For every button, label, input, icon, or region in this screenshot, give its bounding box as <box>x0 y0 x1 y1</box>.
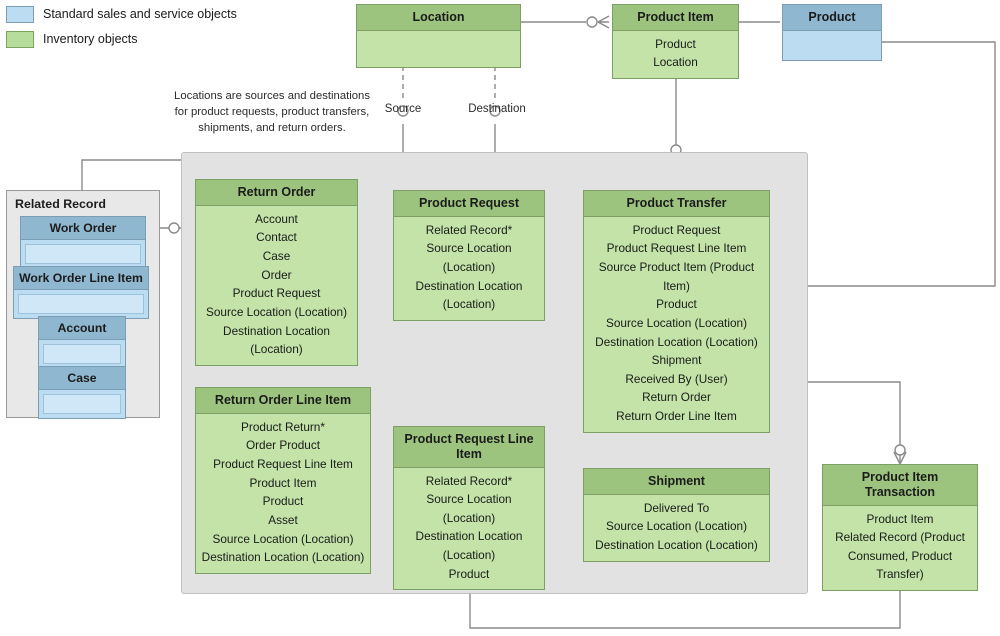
field: Product <box>655 36 696 51</box>
field: Product Return* <box>241 419 325 434</box>
field: Return Order Line Item <box>616 409 737 423</box>
entity-shipment-fields <box>584 495 769 561</box>
field: Related Record* <box>425 473 513 488</box>
entity-product-item-transaction-title: Product Item Transaction <box>823 465 977 506</box>
entity-return-order-title: Return Order <box>196 180 357 206</box>
entity-work-order-line-item-title: Work Order Line Item <box>14 267 148 290</box>
entity-work-order-title: Work Order <box>21 217 145 240</box>
field: Source Location (Location) <box>426 241 512 274</box>
field: Destination Location (Location) <box>201 550 365 565</box>
field: Destination Location (Location) <box>415 278 523 312</box>
entity-work-order[interactable] <box>20 216 146 269</box>
field: Product Request <box>232 286 321 301</box>
field: Return Order <box>642 390 711 405</box>
field: Related Record* <box>425 222 513 237</box>
field: Related Record (Product Consumed, Product Transfer) <box>835 530 965 582</box>
field: Destination Location (Location) <box>595 538 758 552</box>
field: Account <box>255 211 298 226</box>
entity-product-transfer[interactable] <box>583 190 770 433</box>
field: Product Request <box>632 222 721 237</box>
entity-product-request-line-item-title: Product Request Line Item <box>394 427 544 468</box>
entity-product-item[interactable] <box>612 4 739 79</box>
entity-product-request-line-item-fields <box>394 468 544 590</box>
field: Shipment <box>651 353 702 368</box>
field: Product <box>448 566 490 581</box>
related-record-title: Related Record <box>15 197 106 211</box>
entity-work-order-line-item[interactable] <box>13 266 149 319</box>
entity-account[interactable] <box>38 316 126 369</box>
edge-label-destination: Destination <box>468 103 526 115</box>
field: Product Item <box>866 511 934 526</box>
entity-return-order[interactable] <box>195 179 358 366</box>
field: Delivered To <box>643 500 710 515</box>
entity-case-title: Case <box>39 367 125 390</box>
legend-label-inventory: Inventory objects <box>43 32 138 46</box>
legend-swatch-inventory <box>6 31 34 48</box>
field: Product <box>656 297 697 312</box>
entity-product-item-title: Product Item <box>613 5 738 31</box>
legend <box>6 4 237 54</box>
field: Contact <box>256 230 297 245</box>
field: Source Location (Location) <box>206 304 347 319</box>
entity-product-item-fields <box>613 31 738 78</box>
locations-note: Locations are sources and destinations for product requests, product transfers, shipments, and return orders. <box>174 90 370 135</box>
legend-item-standard <box>6 4 237 24</box>
field: Received By (User) <box>625 371 728 386</box>
entity-account-title: Account <box>39 317 125 340</box>
field: Source Location (Location) <box>212 531 354 546</box>
edge-label-source: Source <box>384 103 422 115</box>
entity-product-item-transaction-fields <box>823 506 977 591</box>
entity-work-order-body <box>25 244 141 264</box>
entity-location-title: Location <box>357 5 520 31</box>
entity-product[interactable] <box>782 4 882 61</box>
field: Destination Location (Location) <box>415 529 523 562</box>
entity-product-request-title: Product Request <box>394 191 544 217</box>
entity-shipment-title: Shipment <box>584 469 769 495</box>
field: Location <box>653 55 698 70</box>
entity-shipment[interactable] <box>583 468 770 562</box>
entity-work-order-line-item-body <box>18 294 144 314</box>
field: Product Item <box>249 475 317 490</box>
entity-product-request-fields <box>394 217 544 320</box>
field: Product Request Line Item <box>213 457 353 471</box>
field: Product <box>262 494 304 509</box>
field: Source Location (Location) <box>606 315 747 330</box>
entity-product-transfer-fields <box>584 217 769 432</box>
entity-product-transfer-title: Product Transfer <box>584 191 769 217</box>
entity-return-order-fields <box>196 206 357 365</box>
field: Source Product Item (Product Item) <box>598 260 755 293</box>
field: Source Location (Location) <box>606 519 747 534</box>
field: Source Location (Location) <box>426 492 512 525</box>
field: Product Request Line Item <box>606 241 747 256</box>
legend-label-standard: Standard sales and service objects <box>43 7 237 21</box>
entity-case-body <box>43 394 121 414</box>
legend-swatch-standard <box>6 6 34 23</box>
entity-account-body <box>43 344 121 364</box>
entity-product-request[interactable] <box>393 190 545 321</box>
legend-item-inventory <box>6 29 237 49</box>
entity-product-request-line-item[interactable] <box>393 426 545 590</box>
entity-return-order-line-item[interactable] <box>195 387 371 574</box>
entity-case[interactable] <box>38 366 126 419</box>
field: Case <box>262 249 291 263</box>
entity-return-order-line-item-fields <box>196 414 370 573</box>
entity-location[interactable] <box>356 4 521 68</box>
field: Destination Location (Location) <box>595 334 758 349</box>
field: Order Product <box>245 438 321 453</box>
field: Destination Location (Location) <box>223 323 330 357</box>
field: Asset <box>268 512 298 527</box>
entity-return-order-line-item-title: Return Order Line Item <box>196 388 370 414</box>
entity-product-item-transaction[interactable] <box>822 464 978 591</box>
entity-product-title: Product <box>783 5 881 31</box>
field: Order <box>261 267 292 282</box>
